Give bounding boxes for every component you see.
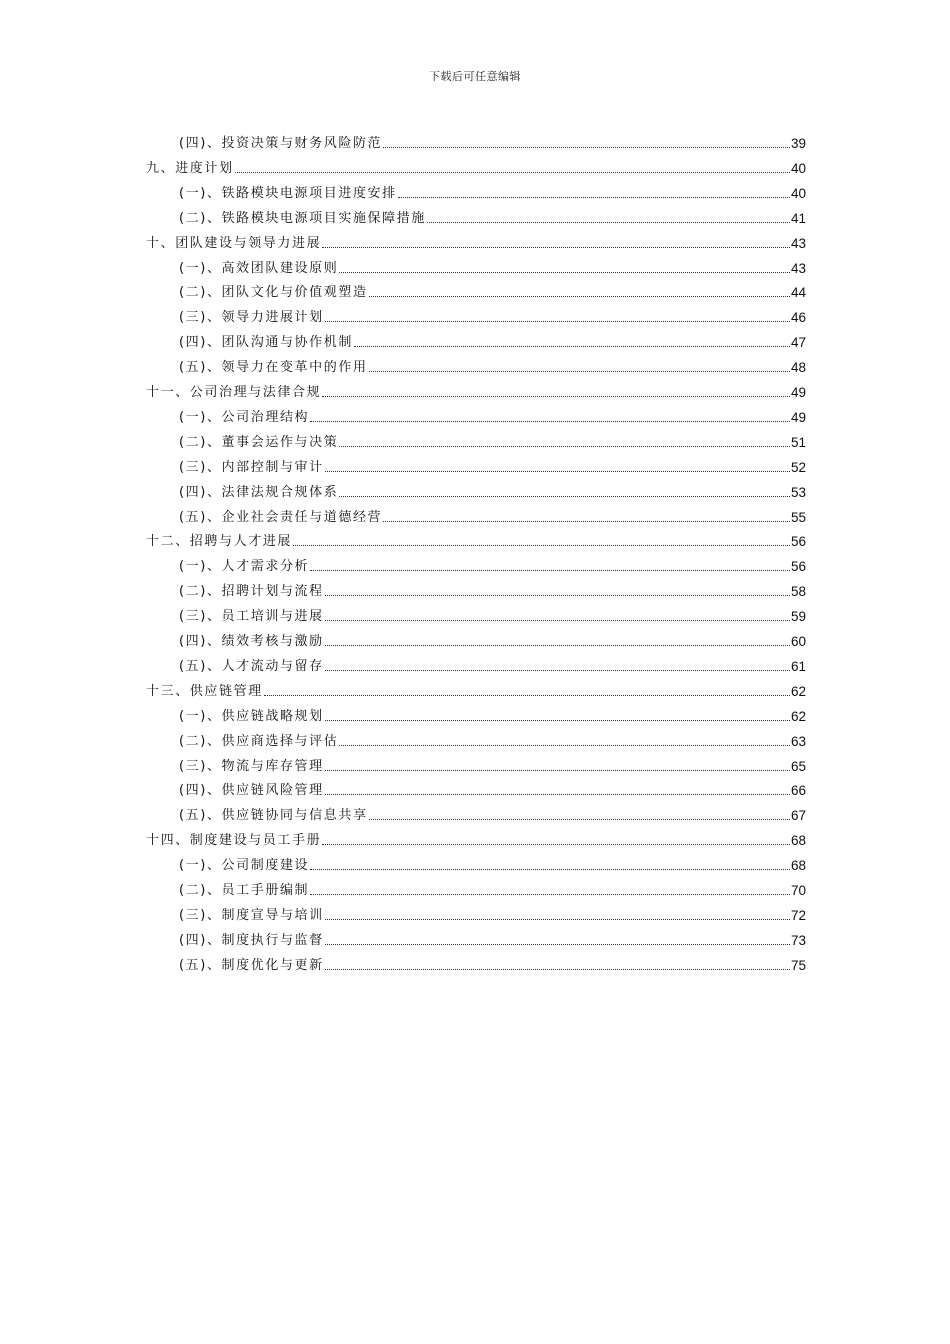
toc-entry[interactable] — [179, 325, 806, 350]
toc-entry-title: (四)、法律法规合规体系 — [179, 484, 339, 500]
toc-entry-title: 十四、制度建设与员工手册 — [146, 833, 322, 849]
toc-dot-leader — [383, 520, 790, 522]
toc-entry-page-number: 68 — [790, 858, 806, 874]
toc-dot-leader — [325, 669, 790, 671]
toc-entry[interactable] — [146, 524, 806, 549]
toc-dot-leader — [325, 943, 790, 945]
toc-dot-leader — [310, 420, 790, 422]
toc-entry-page-number: 43 — [790, 260, 806, 276]
toc-entry[interactable] — [179, 923, 806, 948]
toc-dot-leader — [325, 968, 790, 970]
toc-entry-page-number: 59 — [790, 609, 806, 625]
toc-entry[interactable] — [179, 275, 806, 300]
toc-dot-leader — [325, 470, 790, 472]
toc-entry-title: (一)、高效团队建设原则 — [179, 260, 339, 276]
toc-entry-title: (五)、领导力在变革中的作用 — [179, 360, 368, 376]
toc-entry-title: (三)、物流与库存管理 — [179, 758, 324, 774]
toc-dot-leader — [325, 320, 790, 322]
toc-dot-leader — [398, 196, 790, 198]
toc-entry-page-number: 66 — [790, 783, 806, 799]
toc-entry[interactable] — [146, 674, 806, 699]
toc-entry-title: (一)、公司制度建设 — [179, 858, 310, 874]
toc-entry-page-number: 73 — [790, 932, 806, 948]
toc-entry-title: (二)、供应商选择与评估 — [179, 733, 339, 749]
toc-entry-title: (五)、供应链协同与信息共享 — [179, 808, 368, 824]
toc-dot-leader — [369, 295, 790, 297]
toc-entry-title: (二)、董事会运作与决策 — [179, 434, 339, 450]
toc-entry-title: (一)、人才需求分析 — [179, 559, 310, 575]
toc-entry-page-number: 47 — [790, 335, 806, 351]
toc-entry-page-number: 52 — [790, 459, 806, 475]
toc-entry-page-number: 55 — [790, 509, 806, 525]
toc-dot-leader — [310, 569, 790, 571]
toc-entry[interactable] — [179, 773, 806, 798]
toc-entry-page-number: 72 — [790, 907, 806, 923]
toc-entry-title: 十一、公司治理与法律合规 — [146, 385, 322, 400]
toc-entry[interactable] — [179, 848, 806, 873]
toc-entry-page-number: 75 — [790, 957, 806, 973]
toc-entry-title: (二)、铁路模块电源项目实施保障措施 — [179, 210, 426, 226]
toc-dot-leader — [325, 769, 790, 771]
toc-dot-leader — [322, 246, 790, 248]
toc-entry[interactable] — [179, 724, 806, 749]
toc-entry[interactable] — [179, 450, 806, 475]
toc-entry-title: 十、团队建设与领导力进展 — [146, 235, 322, 251]
toc-entry[interactable] — [179, 201, 806, 226]
toc-dot-leader — [339, 271, 790, 273]
toc-entry[interactable] — [179, 549, 806, 574]
toc-entry-title: (三)、领导力进展计划 — [179, 310, 324, 326]
toc-dot-leader — [322, 395, 790, 397]
toc-entry-page-number: 62 — [790, 683, 806, 699]
toc-entry[interactable] — [179, 350, 806, 375]
toc-dot-leader — [427, 221, 790, 223]
toc-entry-title: 十二、招聘与人才进展 — [146, 534, 293, 550]
toc-entry-title: (五)、制度优化与更新 — [179, 957, 324, 973]
toc-entry[interactable] — [179, 126, 806, 151]
toc-entry[interactable] — [179, 699, 806, 724]
toc-entry-title: (一)、公司治理结构 — [179, 409, 310, 425]
toc-entry-page-number: 56 — [790, 534, 806, 550]
toc-entry-page-number: 40 — [790, 185, 806, 201]
toc-entry-title: (四)、制度执行与监督 — [179, 932, 324, 948]
toc-entry[interactable] — [179, 898, 806, 923]
toc-entry[interactable] — [179, 798, 806, 823]
toc-entry-title: (二)、招聘计划与流程 — [179, 584, 324, 600]
toc-entry-page-number: 65 — [790, 758, 806, 774]
toc-entry-page-number: 43 — [790, 235, 806, 251]
toc-entry-page-number: 49 — [790, 385, 806, 400]
toc-entry[interactable] — [179, 251, 806, 276]
toc-entry-page-number: 48 — [790, 360, 806, 376]
toc-entry-title: (四)、投资决策与财务风险防范 — [179, 136, 383, 151]
toc-dot-leader — [325, 918, 790, 920]
toc-entry[interactable] — [179, 574, 806, 599]
toc-dot-leader — [264, 694, 790, 696]
toc-entry-title: (三)、制度宣导与培训 — [179, 907, 324, 923]
toc-entry-page-number: 40 — [790, 160, 806, 176]
toc-entry-title: 九、进度计划 — [146, 160, 234, 176]
toc-entry-title: (二)、员工手册编制 — [179, 883, 310, 898]
toc-entry[interactable] — [179, 475, 806, 500]
toc-entry[interactable] — [146, 823, 806, 848]
toc-entry-page-number: 46 — [790, 310, 806, 326]
toc-dot-leader — [369, 818, 790, 820]
toc-entry-page-number: 61 — [790, 658, 806, 674]
toc-entry[interactable] — [179, 873, 806, 898]
toc-entry-title: (二)、团队文化与价值观塑造 — [179, 285, 368, 301]
toc-entry-title: (四)、团队沟通与协作机制 — [179, 335, 353, 351]
toc-entry-title: (三)、员工培训与进展 — [179, 609, 324, 625]
toc-dot-leader — [310, 868, 790, 870]
toc-entry-title: (一)、铁路模块电源项目进度安排 — [179, 185, 397, 201]
toc-entry[interactable] — [179, 649, 806, 674]
toc-entry[interactable] — [179, 176, 806, 201]
toc-entry-page-number: 67 — [790, 808, 806, 824]
toc-entry[interactable] — [179, 624, 806, 649]
toc-entry-page-number: 70 — [790, 883, 806, 898]
toc-entry-title: (五)、人才流动与留存 — [179, 658, 324, 674]
toc-entry-title: (五)、企业社会责任与道德经营 — [179, 509, 383, 525]
toc-entry-page-number: 58 — [790, 584, 806, 600]
toc-dot-leader — [369, 370, 790, 372]
toc-entry-title: (四)、绩效考核与激励 — [179, 634, 324, 649]
toc-dot-leader — [383, 146, 790, 148]
toc-entry-page-number: 68 — [790, 833, 806, 849]
toc-dot-leader — [325, 594, 790, 596]
toc-entry-title: (四)、供应链风险管理 — [179, 783, 324, 799]
toc-dot-leader — [310, 893, 790, 895]
toc-dot-leader — [354, 345, 790, 347]
page-header: 下载后可任意编辑 — [429, 70, 521, 83]
toc-entry-title: 十三、供应链管理 — [146, 683, 263, 699]
toc-entry[interactable] — [179, 400, 806, 425]
toc-entry[interactable] — [146, 151, 806, 176]
toc-entry-page-number: 41 — [790, 210, 806, 226]
toc-entry[interactable] — [179, 948, 806, 973]
toc-dot-leader — [325, 619, 790, 621]
toc-entry-title: (一)、供应链战略规划 — [179, 708, 324, 724]
toc-entry[interactable] — [146, 226, 806, 251]
toc-entry-page-number: 60 — [790, 634, 806, 649]
toc-dot-leader — [325, 644, 790, 646]
toc-entry-page-number: 56 — [790, 559, 806, 575]
toc-dot-leader — [325, 793, 790, 795]
toc-entry[interactable] — [179, 500, 806, 525]
toc-entry-page-number: 63 — [790, 733, 806, 749]
toc-entry[interactable] — [146, 375, 806, 400]
toc-dot-leader — [322, 843, 790, 845]
toc-entry[interactable] — [179, 749, 806, 774]
toc-dot-leader — [339, 445, 790, 447]
toc-entry-title: (三)、内部控制与审计 — [179, 459, 324, 475]
toc-entry-page-number: 44 — [790, 285, 806, 301]
toc-entry-page-number: 51 — [790, 434, 806, 450]
toc-entry[interactable] — [179, 300, 806, 325]
toc-dot-leader — [325, 719, 790, 721]
toc-entry-page-number: 62 — [790, 708, 806, 724]
toc-entry-page-number: 39 — [790, 136, 806, 151]
toc-entry-page-number: 53 — [790, 484, 806, 500]
toc-entry[interactable] — [179, 599, 806, 624]
toc-entry-page-number: 49 — [790, 409, 806, 425]
toc-dot-leader — [235, 171, 790, 173]
toc-dot-leader — [339, 495, 790, 497]
toc-dot-leader — [339, 744, 790, 746]
toc-entry[interactable] — [179, 425, 806, 450]
toc-dot-leader — [293, 544, 790, 546]
